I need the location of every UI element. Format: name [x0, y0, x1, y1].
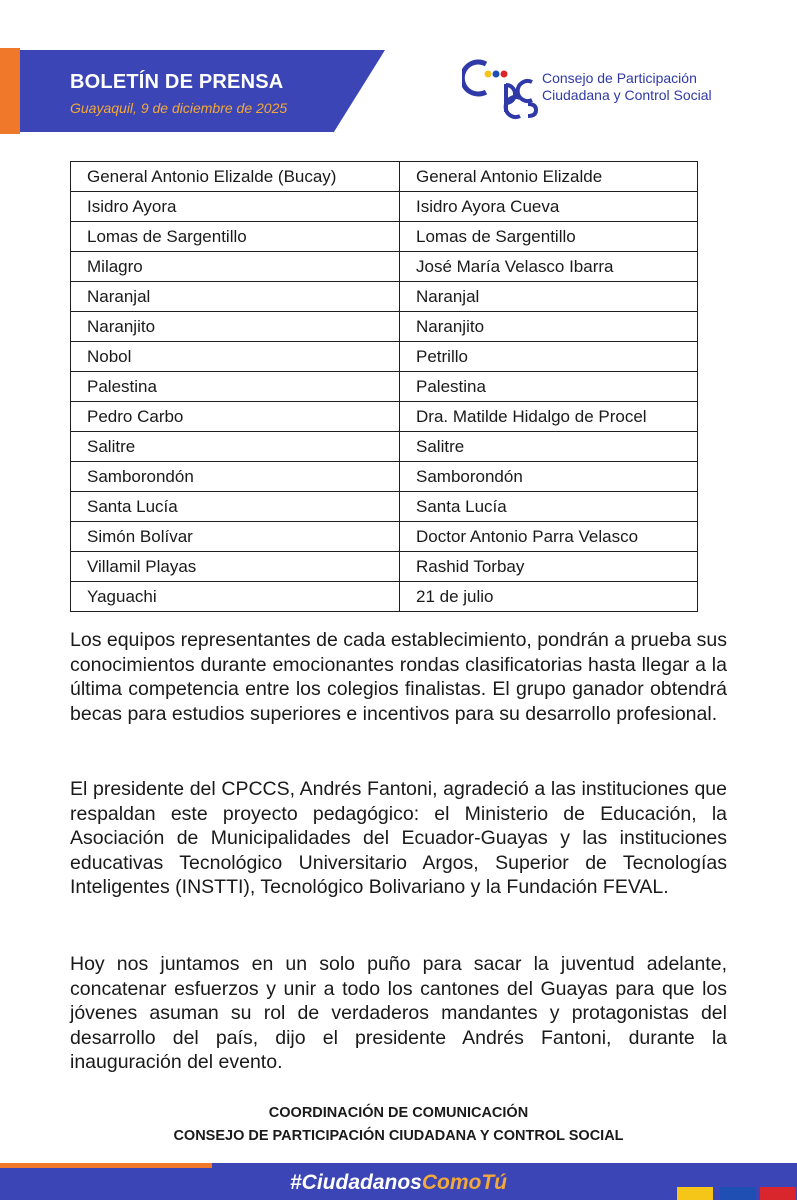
table-row: [71, 252, 698, 282]
flag-stripe-yellow: [677, 1187, 713, 1200]
table-row: [71, 192, 698, 222]
table-cell-parish: Rashid Torbay: [400, 552, 698, 582]
table-cell-canton: Lomas de Sargentillo: [71, 222, 400, 252]
table-cell-canton: Naranjito: [71, 312, 400, 342]
table-cell-canton: Simón Bolívar: [71, 522, 400, 552]
footer-council: CONSEJO DE PARTICIPACIÓN CIUDADANA Y CONTROL SOCIAL: [173, 1128, 624, 1144]
table-cell-parish: Palestina: [400, 372, 698, 402]
cantons-table: [70, 161, 698, 612]
table-row: [71, 402, 698, 432]
table-cell-canton: Samborondón: [71, 462, 400, 492]
table-cell-parish: Salitre: [400, 432, 698, 462]
table-cell-parish: Dra. Matilde Hidalgo de Procel: [400, 402, 698, 432]
table-cell-parish: 21 de julio: [400, 582, 698, 612]
hashtag-part-a: #Ciudadanos: [289, 1171, 422, 1194]
org-name-line2: Ciudadana y Control Social: [542, 87, 712, 103]
footer-coordination: COORDINACIÓN DE COMUNICACIÓN: [268, 1105, 529, 1121]
header-orange-accent: [0, 48, 20, 134]
table-row: [71, 522, 698, 552]
table-cell-canton: Naranjal: [71, 282, 400, 312]
bulletin-title: BOLETÍN DE PRENSA: [70, 71, 284, 93]
table-cell-parish: Doctor Antonio Parra Velasco: [400, 522, 698, 552]
table-cell-canton: Pedro Carbo: [71, 402, 400, 432]
table-cell-parish: General Antonio Elizalde: [400, 162, 698, 192]
table-row: [71, 432, 698, 462]
cpccs-logo-icon: [462, 58, 542, 120]
flag-stripe-red: [760, 1187, 796, 1200]
org-name-line1: Consejo de Participación: [542, 70, 697, 86]
table-cell-canton: Palestina: [71, 372, 400, 402]
table-row: [71, 462, 698, 492]
table-row: [71, 372, 698, 402]
body-paragraph-1: Los equipos representantes de cada establecimiento, pondrán a prueba sus conocimientos durante emocionantes rondas clasificatorias hasta llegar a la última competencia entre los colegios finalistas. El grupo ganador obtendrá becas para estudios superiores e incentivos para su desarrollo profesional.: [70, 629, 727, 725]
hashtag-part-b: ComoTú: [421, 1171, 507, 1194]
table-cell-canton: General Antonio Elizalde (Bucay): [71, 162, 400, 192]
table-cell-canton: Villamil Playas: [71, 552, 400, 582]
body-paragraph-3: Hoy nos juntamos en un solo puño para sacar la juventud adelante, concatenar esfuerzos y unir a todo los cantones del Guayas para que los jóvenes asuman su rol de verdaderos mandantes y protagonistas del desarrollo del país, dijo el presidente Andrés Fantoni, durante la inauguración del evento.: [70, 953, 727, 1073]
table-cell-parish: Petrillo: [400, 342, 698, 372]
footer-orange-accent: [0, 1163, 212, 1168]
table-cell-parish: Santa Lucía: [400, 492, 698, 522]
org-name: [542, 70, 712, 104]
table-row: [71, 582, 698, 612]
table-row: [71, 282, 698, 312]
flag-stripe-blue: [720, 1187, 756, 1200]
table-row: [71, 342, 698, 372]
bulletin-date: Guayaquil, 9 de diciembre de 2025: [70, 100, 288, 116]
table-cell-canton: Salitre: [71, 432, 400, 462]
table-cell-parish: Samborondón: [400, 462, 698, 492]
table-row: [71, 162, 698, 192]
table-cell-parish: Isidro Ayora Cueva: [400, 192, 698, 222]
table-row: [71, 552, 698, 582]
table-cell-canton: Santa Lucía: [71, 492, 400, 522]
table-row: [71, 312, 698, 342]
table-cell-canton: Yaguachi: [71, 582, 400, 612]
table-cell-canton: Milagro: [71, 252, 400, 282]
body-paragraph-2: El presidente del CPCCS, Andrés Fantoni, agradeció a las instituciones que respaldan este proyecto pedagógico: el Ministerio de Educación, la Asociación de Municipalidades del Ecuador-Guayas y las instituciones educativas Tecnológico Universitario Argos, Superior de Tecnologías Inteligentes (INSTTI), Tecnológico Bolivariano y la Fundación FEVAL.: [70, 778, 727, 898]
table-cell-parish: José María Velasco Ibarra: [400, 252, 698, 282]
table-row: [71, 492, 698, 522]
table-row: [71, 222, 698, 252]
table-cell-parish: Naranjito: [400, 312, 698, 342]
table-cell-canton: Isidro Ayora: [71, 192, 400, 222]
table-cell-parish: Lomas de Sargentillo: [400, 222, 698, 252]
table-cell-canton: Nobol: [71, 342, 400, 372]
table-cell-parish: Naranjal: [400, 282, 698, 312]
